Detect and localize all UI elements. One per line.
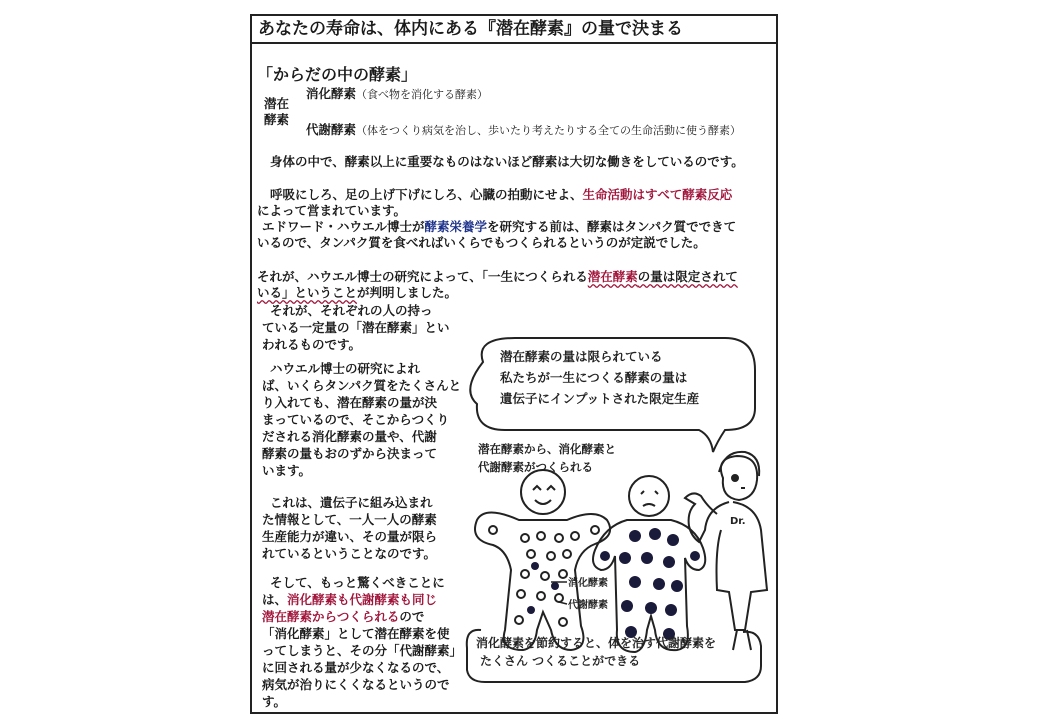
production-note: 潜在酵素から、消化酵素と 代謝酵素がつくられる	[478, 442, 616, 474]
page-title: あなたの寿命は、体内にある『潜在酵素』の量で決まる	[250, 14, 778, 44]
doctor-badge: Dr.	[730, 516, 746, 527]
label-metabolic-enzyme: 代謝酵素	[568, 600, 608, 611]
figure-right	[593, 476, 705, 652]
metabolic-enzyme-row: 代謝酵素（体をつくり病気を治し、歩いたり考えたりする全ての生命活動に使う酵素）	[306, 122, 742, 137]
paragraph-1: 身体の中で、酵素以上に重要なものはないほど酵素は大切な働きをしているのです。	[270, 154, 744, 169]
paragraph-2-line-2: によって営まれています。	[257, 203, 407, 218]
latent-enzyme-label: 潜在 酵素	[264, 96, 290, 127]
paragraph-2-line-1: 呼吸にしろ、足の上げ下げにしろ、心臓の拍動にせよ、生命活動はすべて酵素反応	[270, 187, 733, 202]
figure-left-filled-dots	[527, 562, 559, 614]
left-column-paragraph-4: そして、もっと驚くべきことに は、消化酵素も代謝酵素も同じ 潜在酵素からつくられるので 「消化酵素」として潜在酵素を使 ってしまうと、その分「代謝酵素」 に回される量が少なくなるので、 病気が治りにくくなるというので す。	[262, 575, 463, 709]
bottom-callout-text: 消化酵素を節約すると、体を治す代謝酵素を たくさん つくることができる	[476, 636, 717, 668]
label-digestive-enzyme: 消化酵素	[568, 578, 608, 589]
paragraph-4-line-1: それが、ハウエル博士の研究によって、「一生につくられる潜在酵素の量は限定されて	[257, 269, 738, 284]
figure-left	[475, 470, 610, 650]
left-column-paragraph-3: これは、遺伝子に組み込まれ た情報として、一人一人の酵素 生産能力が違い、その量が限ら れているということなのです。	[262, 495, 438, 561]
paragraph-3-line-1: エドワード・ハウエル博士が酵素栄養学を研究する前は、酵素はタンパク質でできて	[262, 219, 737, 234]
digestive-enzyme-row: 消化酵素（食べ物を消化する酵素）	[306, 86, 489, 101]
paragraph-4-line-2: いる」ということが判明しました。	[257, 285, 458, 300]
paragraph-3-line-2: いるので、タンパク質を食べればいくらでもつくられるというのが定説でした。	[257, 235, 706, 250]
left-column-paragraph-2: ハウエル博士の研究によれ ば、いくらタンパク質をたくさんと り入れても、潜在酵素の量が決 まっているので、そこからつくり だされる消化酵素の量や、代謝 酵素の量もおのずから決まって います。	[262, 361, 462, 478]
left-column-paragraph-1: それが、それぞれの人の持っ ている一定量の「潜在酵素」とい われるものです。	[262, 303, 450, 352]
speech-bubble-text: 潜在酵素の量は限られている 私たちが一生につくる酵素の量は 遺伝子にインプットされた限定生産	[500, 349, 700, 406]
section-heading: 「からだの中の酵素」	[257, 65, 418, 84]
label-pointer-metabolic	[559, 602, 567, 604]
doctor-figure	[685, 452, 767, 650]
